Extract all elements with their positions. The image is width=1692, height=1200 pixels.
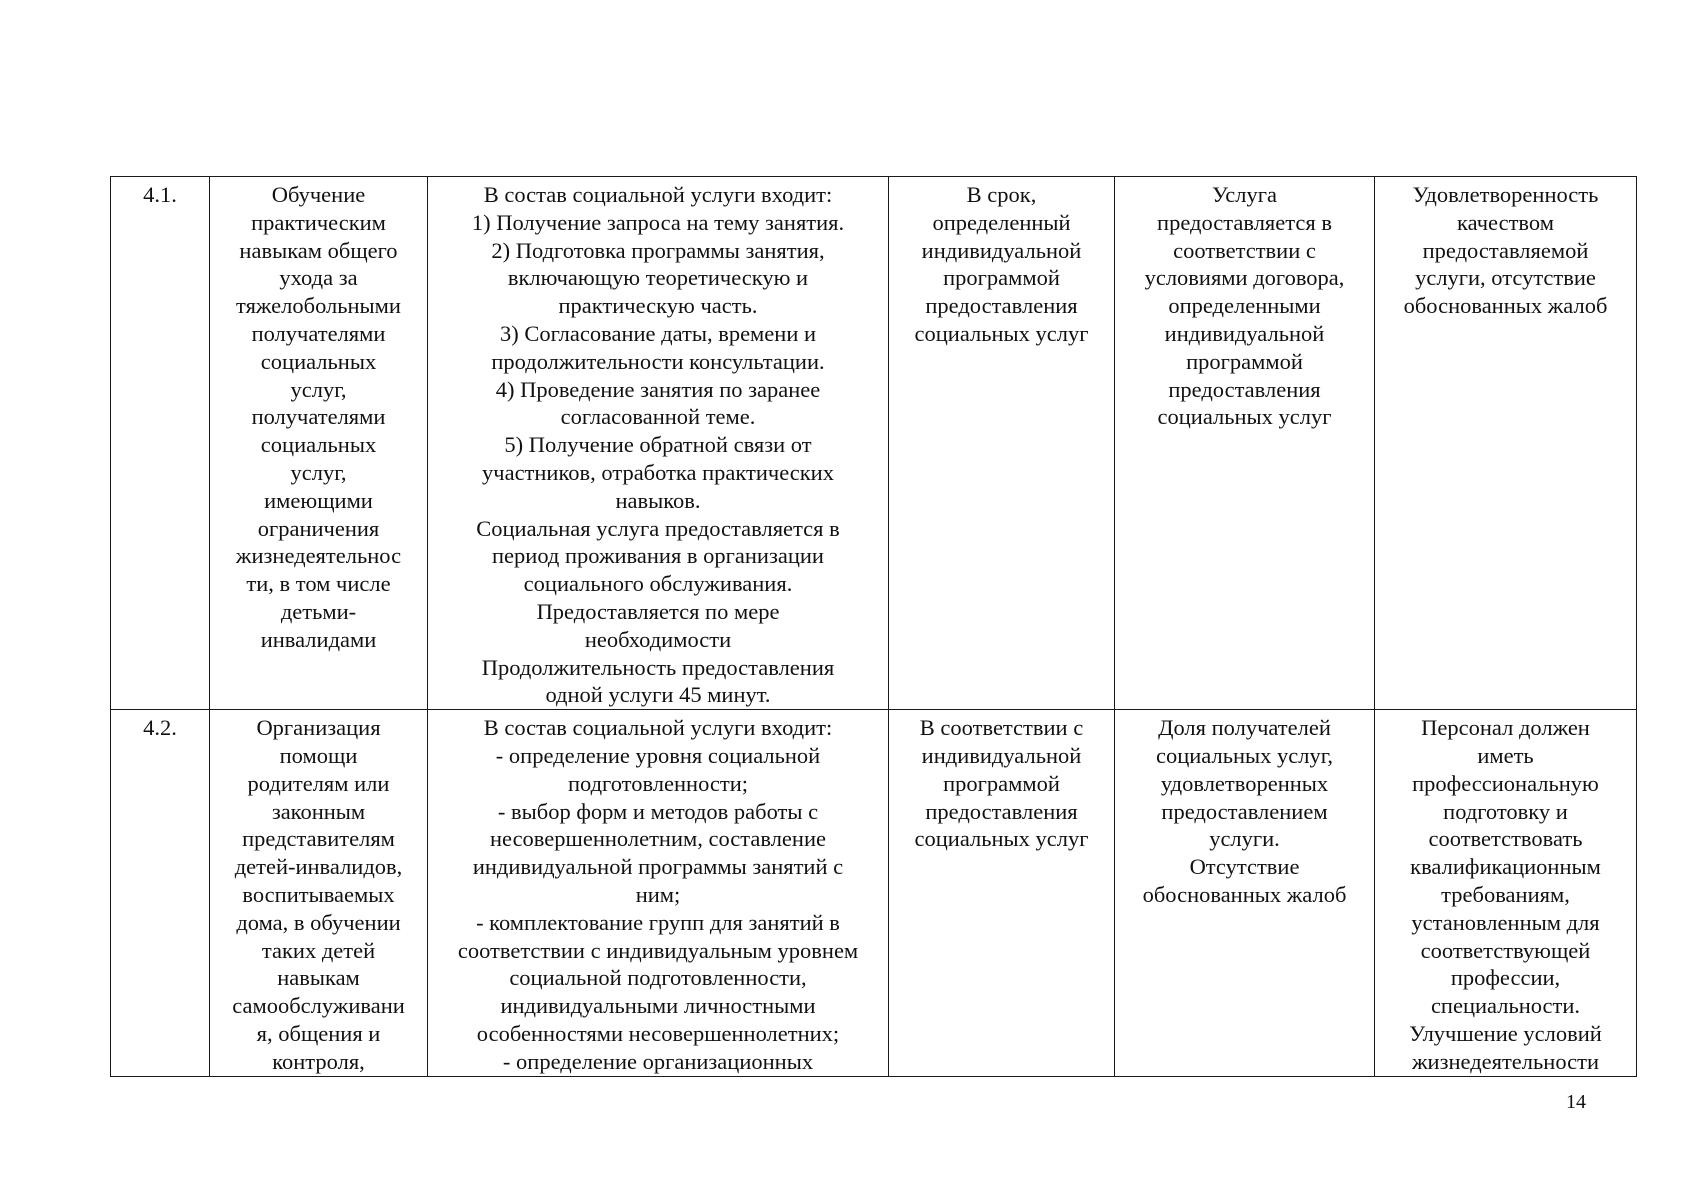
cell-text-line: представителям — [242, 826, 395, 852]
cell-text-line: ти, в том числе — [246, 571, 391, 597]
cell-text-line: навыков. — [615, 487, 701, 513]
cell-text-line: программой — [1186, 348, 1303, 374]
service-term-cell — [889, 177, 1115, 710]
cell-text-line: соответствии с — [1173, 237, 1316, 263]
cell-text-line: соответствии с индивидуальным уровнем — [457, 937, 859, 963]
cell-text-line: продолжительности консультации. — [491, 348, 825, 374]
cell-text-line: детей-инвалидов, — [234, 854, 403, 880]
cell-text-line: самообслуживани — [232, 993, 405, 1019]
cell-text-line: практическим — [251, 209, 386, 235]
cell-text-line: Предоставляется по мере — [536, 598, 780, 624]
cell-text-line: контроля, — [272, 1048, 365, 1074]
cell-text-line: профессии, — [1450, 965, 1561, 991]
cell-text-line: качеством — [1457, 209, 1554, 235]
cell-text-line: 4) Проведение занятия по заранее — [495, 376, 821, 402]
row-number: 4.2. — [143, 715, 177, 741]
cell-text-line: услуги, отсутствие — [1415, 265, 1596, 291]
cell-text-line: 3) Согласование даты, времени и — [499, 320, 817, 346]
cell-text-line: получателями — [251, 320, 386, 346]
cell-text-line: родителям или — [247, 770, 390, 796]
cell-text-line: одной услуги 45 минут. — [545, 682, 771, 708]
cell-text-line: установленным для — [1411, 909, 1600, 935]
cell-text-line: индивидуальной — [921, 237, 1082, 263]
cell-text-line: услуг, — [290, 459, 347, 485]
cell-text-line: ограничения — [257, 515, 380, 541]
service-conditions-cell — [1115, 710, 1375, 1076]
cell-text-line: социального обслуживания. — [523, 571, 793, 597]
service-term-cell — [889, 710, 1115, 1076]
cell-text-line: обоснованных жалоб — [1142, 881, 1347, 907]
cell-text-line: - определение организационных — [502, 1048, 814, 1074]
cell-text-line: помощи — [279, 742, 358, 768]
cell-text-line: ним; — [635, 881, 681, 907]
cell-text-line: подготовленности; — [567, 770, 749, 796]
cell-text-line: соответствующей — [1420, 937, 1591, 963]
cell-text-line: особенностями несовершеннолетних; — [476, 1020, 840, 1046]
cell-text-line: предоставляемой — [1422, 237, 1589, 263]
service-quality-cell — [1375, 710, 1637, 1076]
cell-text-line: условиями договора, — [1144, 265, 1345, 291]
cell-text-line: жизнедеятельности — [1411, 1048, 1599, 1074]
cell-text-line: социальных услуг — [914, 320, 1089, 346]
service-conditions-cell — [1115, 177, 1375, 710]
cell-text-line: индивидуальной — [921, 742, 1082, 768]
cell-text-line: тяжелобольными — [236, 293, 401, 319]
cell-text-line: дома, в обучении — [236, 909, 401, 935]
cell-text-line: Услуга — [1212, 182, 1277, 207]
cell-text-line: Удовлетворенность — [1412, 182, 1599, 207]
cell-text-line: навыкам общего — [239, 237, 398, 263]
cell-text-line: Персонал должен — [1421, 715, 1590, 741]
page-number: 14 — [1566, 1091, 1586, 1113]
cell-text-line: несовершеннолетним, составление — [489, 826, 826, 852]
cell-text-line: программой — [943, 770, 1060, 796]
cell-text-line: детьми- — [280, 598, 357, 624]
cell-text-line: программой — [943, 265, 1060, 291]
cell-text-line: получателями — [251, 404, 386, 430]
cell-text-line: Организация — [256, 715, 381, 741]
cell-text-line: В соответствии с — [919, 715, 1084, 741]
cell-text-line: соответствовать — [1428, 826, 1583, 852]
cell-text-line: необходимости — [584, 626, 732, 652]
cell-text-line: В срок, — [966, 182, 1037, 207]
cell-text-line: 2) Подготовка программы занятия, — [491, 237, 825, 263]
service-name-cell — [210, 177, 428, 710]
cell-text-line: требованиям, — [1441, 881, 1570, 907]
cell-text-line: иметь — [1477, 742, 1534, 768]
cell-text-line: услуг, — [290, 376, 347, 402]
cell-text-line: навыкам — [277, 965, 360, 991]
cell-text-line: подготовку и — [1443, 798, 1568, 824]
service-description-cell — [428, 177, 889, 710]
cell-text-line: предоставляется в — [1157, 209, 1332, 235]
cell-text-line: удовлетворенных — [1160, 770, 1329, 796]
cell-text-line: Доля получателей — [1158, 715, 1331, 741]
table-row — [111, 177, 1637, 710]
cell-text-line: практическую часть. — [558, 293, 758, 319]
row-number: 4.1. — [143, 182, 177, 207]
cell-text-line: В состав социальной услуги входит: — [483, 715, 833, 741]
cell-text-line: профессиональную — [1412, 770, 1599, 796]
service-description-cell — [428, 710, 889, 1076]
cell-text-line: индивидуальной программы занятий с — [472, 854, 844, 880]
row-number-cell — [111, 710, 210, 1076]
cell-text-line: социальных услуг — [1157, 404, 1332, 430]
cell-text-line: Улучшение условий — [1409, 1020, 1602, 1046]
cell-text-line: - определение уровня социальной — [495, 742, 821, 768]
cell-text-line: социальных услуг, — [1155, 742, 1334, 768]
cell-text-line: 1) Получение запроса на тему занятия. — [471, 209, 845, 235]
cell-text-line: определенными — [1168, 293, 1321, 319]
cell-text-line: социальных — [260, 348, 377, 374]
cell-text-line: предоставления — [925, 293, 1078, 319]
cell-text-line: законным — [271, 798, 366, 824]
cell-text-line: включающую теоретическую и — [507, 265, 809, 291]
cell-text-line: жизнедеятельнос — [235, 543, 402, 569]
cell-text-line: специальности. — [1430, 993, 1581, 1019]
cell-text-line: участников, отработка практических — [482, 459, 834, 485]
cell-text-line: - комплектование групп для занятий в — [476, 909, 840, 935]
cell-text-line: Отсутствие — [1189, 854, 1300, 880]
cell-text-line: социальных — [260, 432, 377, 458]
cell-text-line: социальной подготовленности, — [509, 965, 807, 991]
cell-text-line: услуги. — [1209, 826, 1280, 852]
services-table — [110, 176, 1637, 1077]
cell-text-line: предоставления — [1168, 376, 1321, 402]
cell-text-line: я, общения и — [256, 1020, 381, 1046]
cell-text-line: индивидуальными личностными — [500, 993, 816, 1019]
cell-text-line: имеющими — [264, 487, 373, 513]
cell-text-line: ухода за — [279, 265, 358, 291]
cell-text-line: инвалидами — [260, 626, 377, 652]
row-number-cell — [111, 177, 210, 710]
service-quality-cell — [1375, 177, 1637, 710]
cell-text-line: предоставлением — [1161, 798, 1328, 824]
cell-text-line: определенный — [932, 209, 1071, 235]
cell-text-line: - выбор форм и методов работы с — [497, 798, 819, 824]
cell-text-line: таких детей — [261, 937, 376, 963]
cell-text-line: обоснованных жалоб — [1403, 293, 1608, 319]
cell-text-line: индивидуальной — [1164, 320, 1325, 346]
cell-text-line: воспитываемых — [242, 881, 395, 907]
service-name-cell — [210, 710, 428, 1076]
cell-text-line: социальных услуг — [914, 826, 1089, 852]
cell-text-line: квалификационным — [1410, 854, 1601, 880]
cell-text-line: Продолжительность предоставления — [481, 654, 835, 680]
cell-text-line: Социальная услуга предоставляется в — [476, 515, 840, 541]
cell-text-line: Обучение — [271, 182, 366, 207]
cell-text-line: период проживания в организации — [492, 543, 824, 569]
cell-text-line: В состав социальной услуги входит: — [483, 182, 833, 207]
cell-text-line: 5) Получение обратной связи от — [504, 432, 812, 458]
table-row — [111, 710, 1637, 1076]
cell-text-line: предоставления — [925, 798, 1078, 824]
cell-text-line: согласованной теме. — [560, 404, 756, 430]
